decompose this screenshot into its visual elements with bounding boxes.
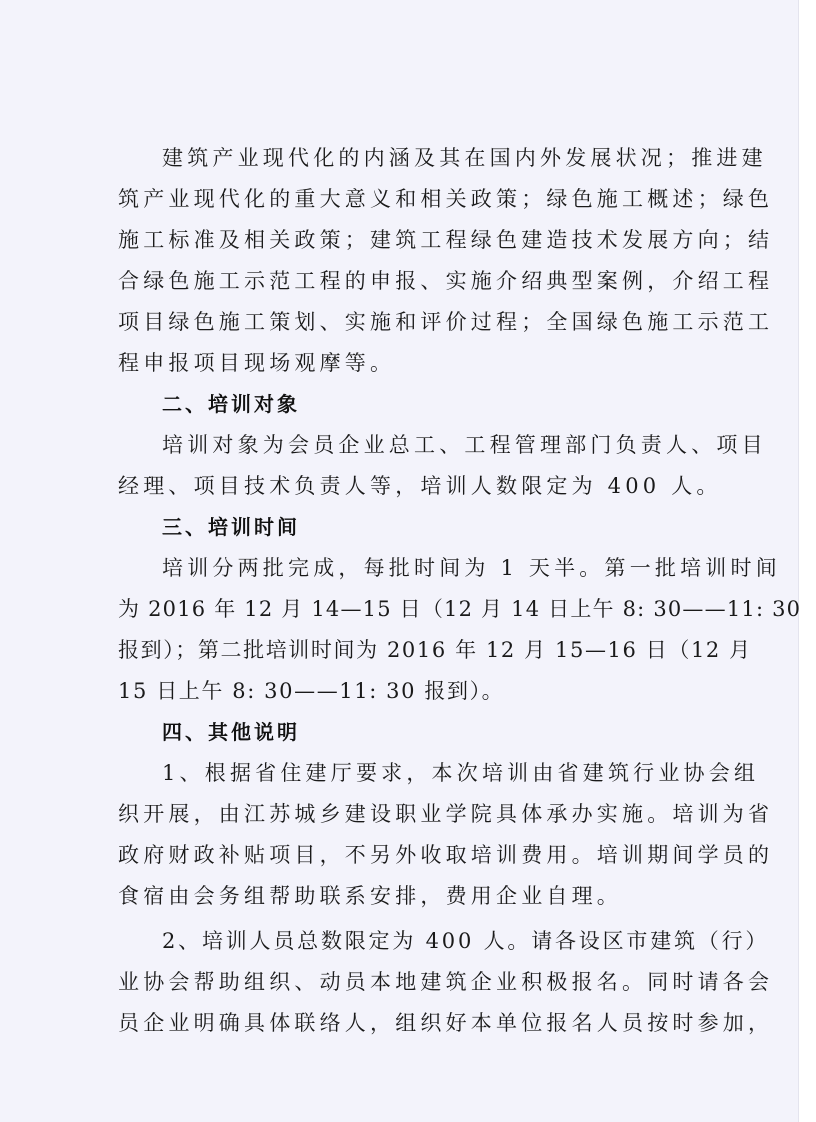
section-heading-trainees: 二、培训对象 bbox=[162, 392, 300, 416]
document-body bbox=[118, 138, 802, 1044]
paragraph-line: 员企业明确具体联络人，组织好本单位报名人员按时参加， bbox=[118, 1011, 774, 1035]
paragraph-line: 食宿由会务组帮助联系安排，费用企业自理。 bbox=[118, 884, 622, 908]
paragraph-line: 施工标准及相关政策；建筑工程绿色建造技术发展方向；结 bbox=[118, 228, 774, 252]
paragraph-line: 2、培训人员总数限定为 400 人。请各设区市建筑（行） bbox=[162, 929, 770, 953]
paragraph-line: 经理、项目技术负责人等，培训人数限定为 400 人。 bbox=[118, 474, 722, 498]
paragraph-line: 为 2016 年 12 月 14—15 日（12 月 14 日上午 8: 30——11: 30 bbox=[118, 597, 802, 621]
paragraph-line: 建筑产业现代化的内涵及其在国内外发展状况；推进建 bbox=[162, 146, 767, 170]
paragraph-line: 15 日上午 8: 30——11: 30 报到）。 bbox=[118, 679, 505, 703]
paragraph-line: 培训分两批完成，每批时间为 1 天半。第一批培训时间 bbox=[162, 556, 781, 580]
paragraph-line: 报到）；第二批培训时间为 2016 年 12 月 15—16 日（12 月 bbox=[118, 638, 752, 662]
paragraph-line: 业协会帮助组织、动员本地建筑企业积极报名。同时请各会 bbox=[118, 970, 774, 994]
paragraph-line: 1、根据省住建厅要求，本次培训由省建筑行业协会组 bbox=[162, 761, 760, 785]
paragraph-line: 织开展，由江苏城乡建设职业学院具体承办实施。培训为省 bbox=[118, 802, 774, 826]
paragraph-line: 合绿色施工示范工程的申报、实施介绍典型案例，介绍工程 bbox=[118, 269, 774, 293]
paragraph-line: 培训对象为会员企业总工、工程管理部门负责人、项目 bbox=[162, 433, 767, 457]
paragraph-line: 程申报项目现场观摩等。 bbox=[118, 351, 396, 375]
section-heading-notes: 四、其他说明 bbox=[162, 720, 300, 744]
paragraph-line: 政府财政补贴项目，不另外收取培训费用。培训期间学员的 bbox=[118, 843, 774, 867]
paragraph-line: 项目绿色施工策划、实施和评价过程；全国绿色施工示范工 bbox=[118, 310, 774, 334]
paragraph-line: 筑产业现代化的重大意义和相关政策；绿色施工概述；绿色 bbox=[118, 187, 774, 211]
section-heading-schedule: 三、培训时间 bbox=[162, 515, 300, 539]
